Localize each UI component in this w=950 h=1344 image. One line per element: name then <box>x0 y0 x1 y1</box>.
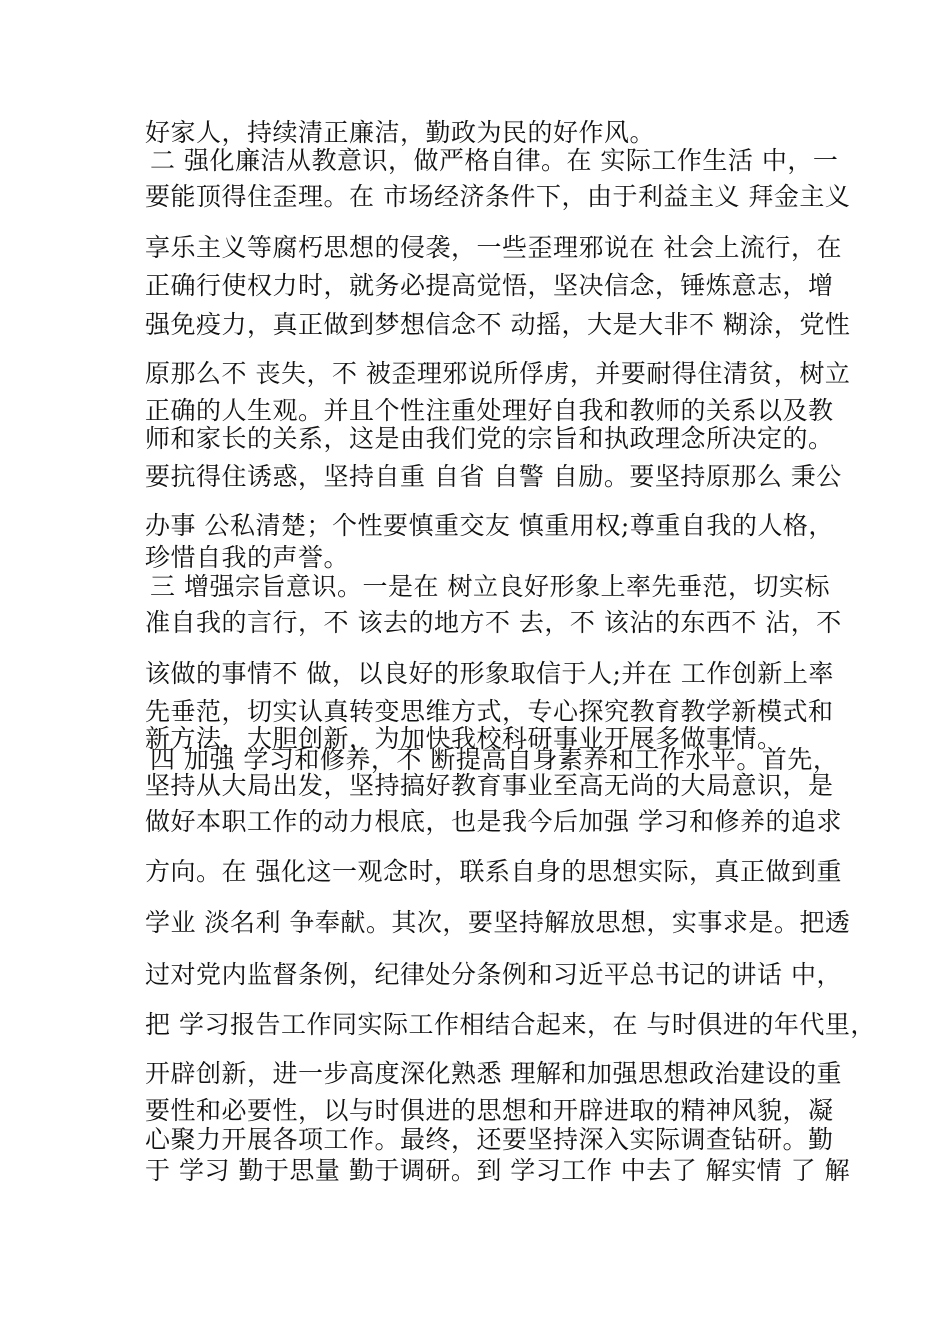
paragraph-line: 要抗得住诱惑，坚持自重 自省 自警 自励。要坚持原那么 秉公 <box>145 462 842 491</box>
paragraph-line: 先垂范，切实认真转变思维方式，专心探究教育教学新模式和 <box>145 697 834 726</box>
paragraph-line: 要性和必要性，以与时俱进的思想和开辟进取的精神风貌，凝 <box>145 1096 834 1125</box>
section-heading-line: 二 强化廉洁从教意识，做严格自律。在 实际工作生活 中，一 <box>150 146 839 175</box>
paragraph-line: 于 学习 勤于思量 勤于调研。到 学习工作 中去了 解实情 了 解 <box>145 1156 851 1185</box>
paragraph-line: 学业 淡名利 争奉献。其次，要坚持解放思想，实事求是。把透 <box>145 908 851 937</box>
paragraph-line: 原那么不 丧失，不 被歪理邪说所俘虏，并要耐得住清贫，树立 <box>145 359 851 388</box>
paragraph-line: 师和家长的关系，这是由我们党的宗旨和执政理念所决定的。 <box>145 424 834 453</box>
paragraph-line: 心聚力开展各项工作。最终，还要坚持深入实际调查钻研。勤 <box>145 1125 834 1154</box>
paragraph-line: 正确行使权力时，就务必提高觉悟，坚决信念，锤炼意志，增 <box>145 271 834 300</box>
paragraph-line: 办事 公私清楚；个性要慎重交友 慎重用权;尊重自我的人格， <box>145 511 834 540</box>
section-heading-line: 三 增强宗旨意识。一是在 树立良好形象上率先垂范，切实标 <box>150 572 830 601</box>
section-heading-line: 四 加强 学习和修养，不 断提高自身素养和工作水平。首先， <box>150 745 839 774</box>
paragraph-line: 好家人，持续清正廉洁，勤政为民的好作风。 <box>145 118 656 147</box>
paragraph-line: 正确的人生观。并且个性注重处理好自我和教师的关系以及教 <box>145 396 834 425</box>
paragraph-line: 做好本职工作的动力根底，也是我今后加强 学习和修养的追求 <box>145 807 842 836</box>
paragraph-line: 该做的事情不 做，以良好的形象取信于人;并在 工作创新上率 <box>145 659 834 688</box>
paragraph-line: 坚持从大局出发，坚持搞好教育事业至高无尚的大局意识，是 <box>145 771 834 800</box>
paragraph-line: 方向。在 强化这一观念时，联系自身的思想实际，真正做到重 <box>145 857 842 886</box>
paragraph-line: 享乐主义等腐朽思想的侵袭，一些歪理邪说在 社会上流行，在 <box>145 233 842 262</box>
paragraph-line: 开辟创新，进一步高度深化熟悉 理解和加强思想政治建设的重 <box>145 1059 842 1088</box>
paragraph-line: 要能顶得住歪理。在 市场经济条件下，由于利益主义 拜金主义 <box>145 182 851 211</box>
paragraph-line: 新方法，大胆创新，为加快我校科研事业开展多做事情。 <box>145 724 783 753</box>
paragraph-line: 把 学习报告工作同实际工作相结合起来，在 与时俱进的年代里， <box>145 1010 876 1039</box>
paragraph-line: 珍惜自我的声誉。 <box>145 543 350 572</box>
paragraph-line: 过对党内监督条例，纪律处分条例和习近平总书记的讲话 中， <box>145 960 842 989</box>
paragraph-line: 强免疫力，真正做到梦想信念不 动摇，大是大非不 糊涂，党性 <box>145 310 851 339</box>
paragraph-line: 准自我的言行，不 该去的地方不 去，不 该沾的东西不 沾，不 <box>145 608 842 637</box>
